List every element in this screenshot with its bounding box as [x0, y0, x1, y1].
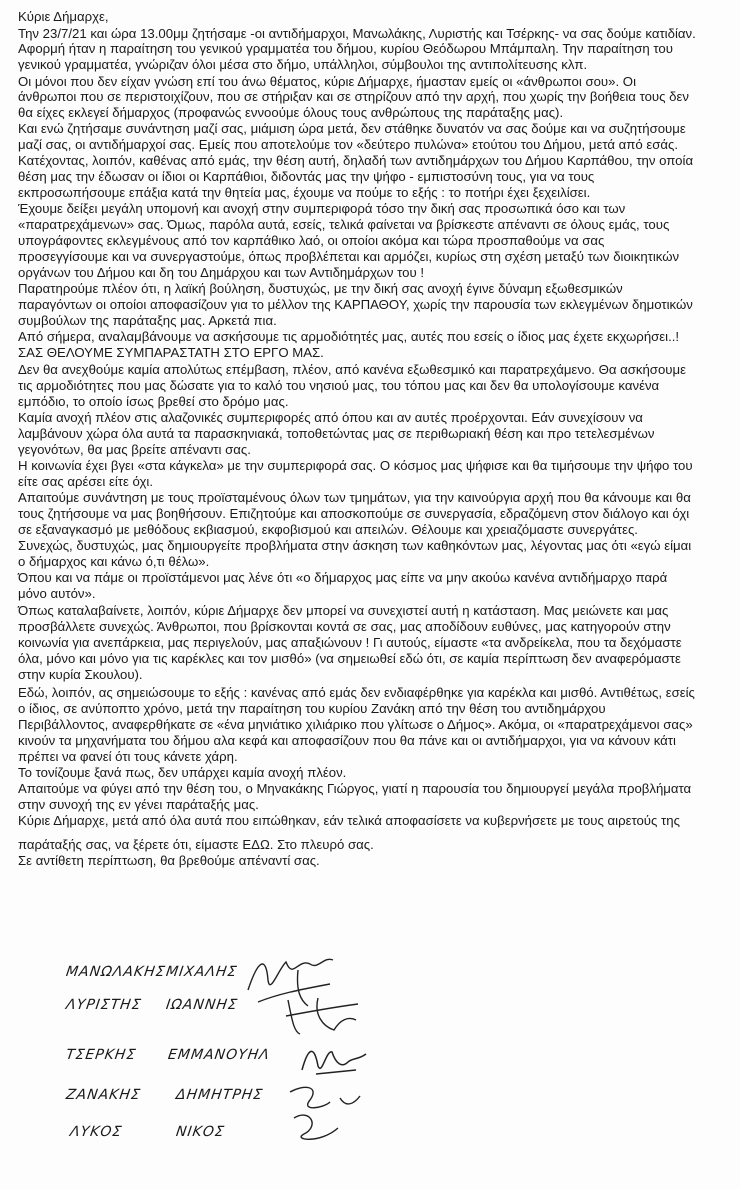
letter-line: άνθρωποι που σε περιστοιχίζουν, που σε στήριξαν και σε στηρίζουν από την αρχή, που χωρίς την βοήθεια τους δεν	[18, 89, 689, 104]
signatory-surname: ΤΣΕΡΚΗΣ	[64, 1047, 138, 1063]
letter-line: γεγονότων, θα μας βρείτε απέναντι σας.	[18, 442, 251, 457]
letter-line: Το τονίζουμε ξανά πως, δεν υπάρχει καμία ανοχή πλέον.	[18, 765, 347, 780]
letter-line: στην κυρία Σκουλου).	[18, 667, 143, 682]
letter-line: σε εξαναγκασμό με μεθόδους εκβιασμού, εκφοβισμού και απειλών. Θέλουμε και χρειαζόμαστε συνεργάτες.	[18, 522, 638, 537]
signatory-first-name: ΔΗΜΗΤΡΗΣ	[174, 1087, 265, 1103]
letter-line: τους ζητήσουμε να μας βοηθήσουν. Επιζητούμε και αποσκοπούμε σε συνεργασία, εδραζόμενη στον διάλογο και όχι	[18, 506, 690, 521]
signatory-surname: ΛΥΡΙΣΤΗΣ	[64, 997, 143, 1013]
letter-line: Όπου και να πάμε οι προϊστάμενοι μας λένε ότι «ο δήμαρχος μας είπε να μην ακούω κανένα αντιδήμαρχο παρά	[18, 570, 668, 585]
signatory-first-name: ΜΙΧΑΛΗΣ	[164, 964, 239, 980]
letter-line: Απαιτούμε συνάντηση με τους προϊσταμένους όλων των τμημάτων, για την καινούργια αρχή που θα κάνουμε και θα	[18, 490, 691, 505]
letter-line: υπογράφοντες εκλεγμένους από τον καρπάθικο λαό, οι οποίοι ακόμα και τώρα προσπαθούμε να σας	[18, 233, 605, 248]
letter-line: Συνεχώς, δυστυχώς, μας δημιουργείτε προβλήματα στην άσκηση των καθηκόντων μας, λέγοντας μας ότι «εγώ είμαι	[18, 538, 692, 553]
letter-line: θέση μας την έδωσαν οι ίδιοι οι Καρπάθιοι, διδοντάς μας την ψήφο - εμπιστοσύνη τους, για να τους	[18, 169, 595, 184]
letter-line: πρέπει να φανεί ότι τους κάνετε χάρη.	[18, 749, 238, 764]
signatory-surname: ΖΑΝΑΚΗΣ	[64, 1087, 142, 1103]
letter-line: λαμβάνουν χώρα όλα αυτά τα παρασκηνιακά, τοποθετώντας μας σε περιθωριακή θέση και προ τετελεσμένων	[18, 426, 655, 441]
letter-line: γενικού γραμματέα, γνώριζαν όλοι μέσα στο δήμο, υπάλληλοι, σύμβουλοι της αντιπολίτευσης κλπ.	[18, 57, 588, 72]
signatory-surname: ΜΑΝΩΛΑΚΗΣ	[64, 964, 167, 980]
letter-line: Αφορμή ήταν η παραίτηση του γενικού γραμματέα του δήμου, κυρίου Θεόδωρου Μπάμπαλη. Την παραίτηση του	[18, 41, 673, 56]
letter-line: Εδώ, λοιπόν, ας σημειώσουμε το εξής : κανένας από εμάς δεν ενδιαφέρθηκε για καρέκλα και μισθό. Αντιθέτως, εσείς	[18, 685, 695, 700]
letter-line: προσβάλλετε συνεχώς. Άνθρωποι, που βρίσκονται κοντά σε σας, μας αποδίδουν ευθύνες, μας κατηγορούν στην	[18, 619, 671, 634]
signatory-first-name: ΙΩΑΝΝΗΣ	[164, 997, 239, 1013]
letter-line: Έχουμε δείξει μεγάλη υπομονή και ανοχή στην συμπεριφορά τόσο την δική σας προσωπικά όσο και των	[18, 201, 626, 216]
letter-line: μόνο αυτόν».	[18, 586, 96, 601]
letter-line: Σε αντίθετη περίπτωση, θα βρεθούμε απέναντί σας.	[18, 853, 320, 868]
letter-line: Οι μόνοι που δεν είχαν γνώση επί του άνω θέματος, κύριε Δήμαρχε, ήμασταν εμείς οι «άνθρωποι σου». Οι	[18, 74, 636, 89]
signature-scribble-4	[280, 1078, 370, 1148]
letter-line: οργάνων του Δήμου και δη του Δημάρχου και των Αντιδημάρχων του !	[18, 265, 425, 280]
letter-line: Παρατηρούμε πλέον ότι, η λαϊκή βούληση, δυστυχώς, με την δική σας ανοχή έγινε δύναμη εξωθεσμικών	[18, 281, 623, 296]
letter-line: όλα, μόνο και μόνο για τις καρέκλες και τον μισθό» (να σημειωθεί εδώ ότι, σε καμία περίπτωση δεν αναφερόμαστε	[18, 651, 681, 666]
letter-line: Και ενώ ζητήσαμε συνάντηση μαζί σας, μιάμιση ώρα μετά, δεν στάθηκε δυνατόν να σας δούμε και να συζητήσουμε	[18, 121, 686, 136]
letter-line: Δεν θα ανεχθούμε καμία απολύτως επέμβαση, πλέον, από κανένα εξωθεσμικό και παρατρεχάμενο. Θα ασκήσουμε	[18, 362, 686, 377]
letter-line: Κύριε Δήμαρχε, μετά από όλα αυτά που ειπώθηκαν, εάν τελικά αποφασίσετε να κυβερνήσετε με τους αιρετούς της	[18, 813, 680, 828]
letter-line: Καμία ανοχή πλέον στις αλαζονικές συμπεριφορές από όπου και αν αυτές προέρχονται. Εάν συνεχίσουν να	[18, 410, 643, 425]
letter-line: Όπως καταλαβαίνετε, λοιπόν, κύριε Δήμαρχε δεν μπορεί να συνεχιστεί αυτή η κατάσταση. Μας μειώνετε και μας	[18, 603, 669, 618]
letter-line: ΣΑΣ ΘΕΛΟΥΜΕ ΣΥΜΠΑΡΑΣΤΑΤΗ ΣΤΟ ΕΡΓΟ ΜΑΣ.	[18, 345, 324, 360]
letter-line: Την 23/7/21 και ώρα 13.00μμ ζητήσαμε -οι αντιδήμαρχοι, Μανωλάκης, Λυριστής και Τσέρκης- να σας δούμε κατιδίαν.	[18, 26, 696, 41]
letter-line: μαζί σας, οι αντιδήμαρχοί σας. Εμείς που αποτελούμε τον «δεύτερο πυλώνα» ετούτου του Δήμου, μετά από εσάς.	[18, 137, 679, 152]
letter-line: Περιβάλλοντος, αναφερθήκατε σε «ένα μηνιάτικο χιλιάρικο που γλίτωσε ο Δήμος». Ακόμα, οι «παρατρεχάμενοι σας»	[18, 717, 693, 732]
letter-line: Απαιτούμε να φύγει από την θέση του, ο Μηνακάκης Γιώργος, γιατί η παρουσία του δημιουργεί μεγάλα προβλήματα	[18, 781, 692, 796]
letter-line: Η κοινωνία έχει βγει «στα κάγκελα» με την συμπεριφορά σας. Ο κόσμος μας ψήφισε και θα τιμήσουμε την ψήφο του	[18, 458, 693, 473]
letter-line: κοινωνία για ανεπάρκεια, μας περιγελούν, μας απαξιώνουν ! Γι αυτούς, είμαστε «τα ανδρείκελα, που τα δεχόμαστε	[18, 635, 682, 650]
letter-line: είτε σας αρέσει είτε όχι.	[18, 474, 154, 489]
signature-scribble-3	[296, 1040, 376, 1080]
letter-line: στην συνοχή της εν γένει παράταξής μας.	[18, 797, 259, 812]
letter-line: Από σήμερα, αναλαμβάνουμε να ασκήσουμε τις αρμοδιότητές μας, αυτές που εσείς ο ίδιος μας έχετε εκχωρήσει..!	[18, 329, 680, 344]
letter-line: ο δήμαρχος και κάνω ό,τι θέλω».	[18, 554, 210, 569]
letter-line: εμπόδιο, το οποίο ίσως βρεθεί στο δρόμο μας.	[18, 394, 289, 409]
salutation: Κύριε Δήμαρχε,	[18, 9, 109, 24]
letter-line: Κατέχοντας, λοιπόν, καθένας από εμάς, την θέση αυτή, δηλαδή των αντιδημάρχων του Δήμου Καρπάθου, την οποία	[18, 153, 694, 168]
letter-line: συμβούλων της παράταξης μας. Αρκετά πια.	[18, 313, 277, 328]
letter-line: τις αρμοδιότητες που μας δώσατε για το καλό του νησιού μας, του τόπου μας και δεν θα υπολογίσουμε κανένα	[18, 378, 660, 393]
signatory-surname: ΛΥΚΟΣ	[68, 1124, 124, 1140]
letter-line: ο ίδιος, σε ανύποπτο χρόνο, μετά την παραίτηση του κυρίου Ζανάκη από την θέση του αντιδημάρχου	[18, 701, 606, 716]
letter-line: θα είχες εκλεγεί δήμαρχος (προφανώς εννοούμε όλους τους ανθρώπους της παράταξης μας).	[18, 105, 564, 120]
letter-line: εκπροσωπήσουμε επάξια κατά την θητεία μας, έχουμε να πούμε το εξής : το ποτήρι έχει ξεχειλίσει.	[18, 185, 591, 200]
letter-line: προσεγγίσουμε και να συνεργαστούμε, όπως προβλέπεται και αρμόζει, κυρίως στη σχέση μεταξύ των διοικητικών	[18, 249, 680, 264]
signatory-first-name: ΝΙΚΟΣ	[174, 1124, 226, 1140]
signatory-first-name: ΕΜΜΑΝΟΥΗΛ	[166, 1047, 271, 1063]
signature-scribble-2	[278, 990, 368, 1040]
letter-line: παραγόντων οι οποίοι αποφασίζουν για το μέλλον της ΚΑΡΠΑΘΟΥ, χωρίς την παρουσία των εκλεγμένων δημοτικών	[18, 297, 693, 312]
letter-line: παράταξής σας, να ξέρετε ότι, είμαστε ΕΔΩ. Στο πλευρό σας.	[18, 837, 374, 852]
letter-line: «παρατρεχάμενων» σας. Όμως, παρόλα αυτά, εσείς, τελικά φαίνεται να βρίσκεστε απέναντι σε όλους εμάς, τους	[18, 217, 670, 232]
letter-line: κινούν τα μηχανήματα του δήμου αλα κεφά και αποφασίζουν που θα πάνε και οι αντιδήμαρχοι, για να κάνουν κάτι	[18, 733, 676, 748]
